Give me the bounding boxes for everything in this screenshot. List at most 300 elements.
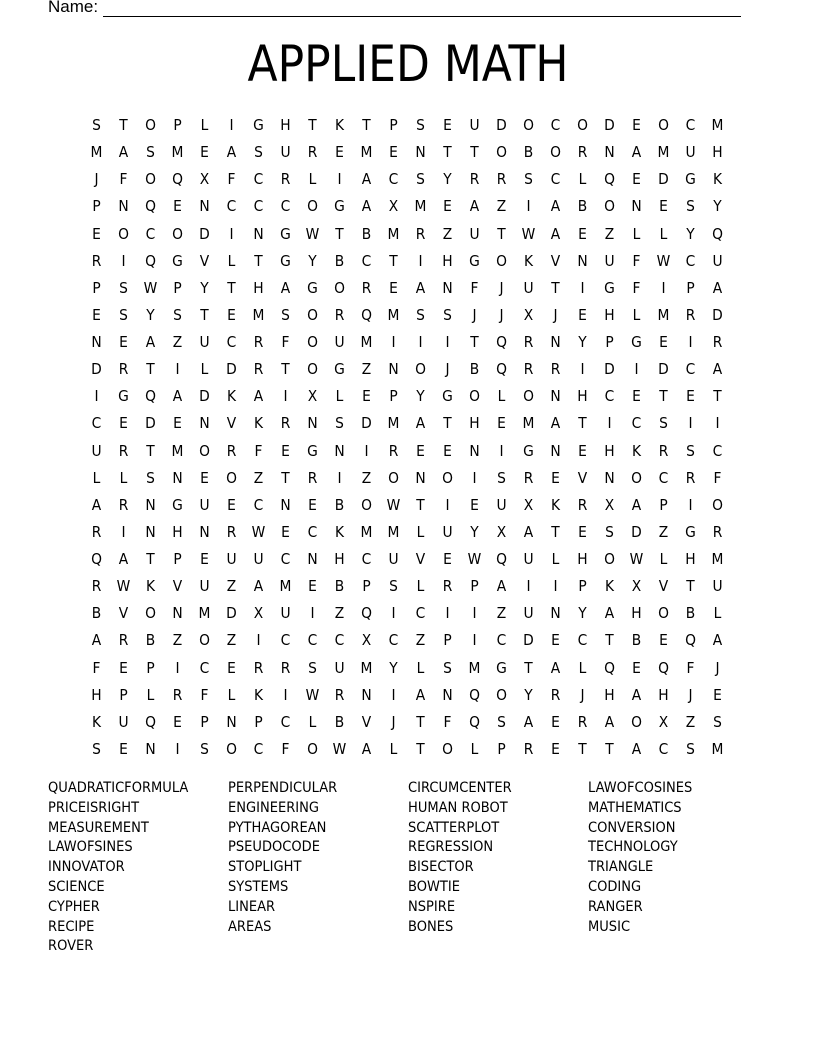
grid-cell[interactable]: D	[91, 360, 102, 379]
grid-cell[interactable]: T	[551, 278, 560, 297]
grid-cell[interactable]: L	[578, 658, 587, 677]
grid-cell[interactable]: U	[118, 712, 129, 731]
grid-cell[interactable]: E	[443, 116, 452, 134]
grid-cell[interactable]: L	[227, 251, 236, 270]
grid-cell[interactable]: E	[173, 712, 182, 731]
grid-cell[interactable]: C	[685, 360, 696, 379]
grid-cell[interactable]: L	[578, 170, 587, 189]
grid-cell[interactable]: N	[415, 143, 426, 162]
grid-cell[interactable]: N	[550, 441, 561, 460]
grid-cell[interactable]: Z	[685, 712, 696, 731]
grid-cell[interactable]: N	[199, 197, 210, 216]
grid-cell[interactable]: V	[361, 712, 372, 731]
grid-cell[interactable]: Q	[496, 360, 507, 379]
grid-cell[interactable]: S	[146, 468, 155, 487]
grid-cell[interactable]: O	[388, 468, 399, 487]
grid-cell[interactable]: E	[659, 333, 668, 351]
grid-cell[interactable]: N	[199, 414, 210, 433]
grid-cell[interactable]: Q	[145, 387, 156, 406]
grid-cell[interactable]: A	[604, 712, 615, 731]
grid-cell[interactable]: T	[200, 305, 209, 324]
grid-cell[interactable]: Y	[713, 197, 722, 216]
grid-cell[interactable]: P	[659, 495, 668, 514]
grid-cell[interactable]: U	[226, 550, 237, 568]
grid-cell[interactable]: M	[171, 441, 184, 460]
grid-cell[interactable]: M	[711, 739, 724, 758]
grid-cell[interactable]: O	[118, 224, 129, 243]
grid-cell[interactable]: E	[632, 658, 641, 677]
grid-cell[interactable]: G	[685, 522, 696, 541]
grid-cell[interactable]: S	[497, 468, 506, 487]
grid-cell[interactable]: P	[254, 712, 263, 731]
grid-cell[interactable]: A	[712, 278, 723, 297]
grid-cell[interactable]: W	[467, 550, 482, 568]
grid-cell[interactable]: N	[172, 604, 183, 623]
grid-cell[interactable]: Q	[361, 305, 372, 324]
grid-cell[interactable]: S	[416, 170, 425, 189]
grid-cell[interactable]: B	[91, 604, 102, 623]
grid-cell[interactable]: A	[253, 387, 264, 406]
grid-cell[interactable]: O	[172, 224, 183, 243]
grid-cell[interactable]: K	[145, 577, 156, 596]
grid-cell[interactable]: T	[578, 414, 587, 433]
grid-cell[interactable]: P	[578, 577, 587, 596]
grid-cell[interactable]: E	[389, 278, 398, 297]
grid-cell[interactable]: X	[658, 712, 669, 731]
grid-cell[interactable]: S	[389, 577, 398, 596]
grid-cell[interactable]: H	[604, 441, 615, 460]
grid-cell[interactable]: N	[199, 522, 210, 541]
grid-cell[interactable]: L	[659, 550, 668, 568]
grid-cell[interactable]: O	[307, 360, 318, 379]
grid-cell[interactable]: G	[253, 116, 264, 134]
grid-cell[interactable]: E	[632, 170, 641, 189]
grid-cell[interactable]: E	[659, 631, 668, 650]
grid-cell[interactable]: G	[604, 278, 615, 297]
grid-cell[interactable]: N	[118, 197, 129, 216]
grid-cell[interactable]: R	[361, 278, 372, 297]
grid-cell[interactable]: A	[631, 143, 642, 162]
grid-cell[interactable]: C	[388, 170, 399, 189]
grid-cell[interactable]: W	[332, 739, 347, 758]
grid-cell[interactable]: L	[389, 739, 398, 758]
grid-cell[interactable]: A	[631, 685, 642, 704]
grid-cell[interactable]: R	[118, 360, 129, 379]
grid-cell[interactable]: L	[200, 360, 209, 379]
grid-cell[interactable]: D	[199, 387, 210, 406]
grid-cell[interactable]: Z	[496, 604, 507, 623]
grid-cell[interactable]: G	[118, 387, 129, 406]
grid-cell[interactable]: O	[415, 360, 426, 379]
grid-cell[interactable]: T	[416, 712, 425, 731]
grid-cell[interactable]: H	[334, 550, 345, 568]
grid-cell[interactable]: U	[199, 577, 210, 596]
grid-cell[interactable]: C	[280, 712, 291, 731]
grid-cell[interactable]: I	[229, 116, 234, 134]
grid-cell[interactable]: A	[550, 414, 561, 433]
grid-cell[interactable]: M	[468, 658, 481, 677]
grid-cell[interactable]: U	[712, 577, 723, 596]
grid-cell[interactable]: R	[577, 495, 588, 514]
grid-cell[interactable]: V	[226, 414, 237, 433]
grid-cell[interactable]: S	[443, 305, 452, 324]
grid-cell[interactable]: T	[605, 631, 614, 650]
grid-cell[interactable]: T	[605, 739, 614, 758]
grid-cell[interactable]: L	[308, 712, 317, 731]
grid-cell[interactable]: F	[254, 441, 263, 460]
grid-cell[interactable]: L	[119, 468, 128, 487]
grid-cell[interactable]: H	[253, 278, 264, 297]
grid-cell[interactable]: R	[712, 333, 723, 351]
grid-cell[interactable]: A	[712, 631, 723, 650]
grid-cell[interactable]: D	[658, 360, 669, 379]
grid-cell[interactable]: K	[604, 577, 615, 596]
grid-cell[interactable]: S	[713, 712, 722, 731]
grid-cell[interactable]: T	[119, 116, 128, 134]
grid-cell[interactable]: L	[632, 224, 641, 243]
grid-cell[interactable]: O	[604, 197, 615, 216]
grid-cell[interactable]: L	[200, 116, 209, 134]
grid-cell[interactable]: E	[389, 143, 398, 162]
grid-cell[interactable]: Y	[470, 522, 479, 541]
grid-cell[interactable]: Y	[686, 224, 695, 243]
grid-cell[interactable]: M	[171, 143, 184, 162]
grid-cell[interactable]: T	[443, 143, 452, 162]
grid-cell[interactable]: A	[550, 197, 561, 216]
grid-cell[interactable]: P	[173, 550, 182, 568]
grid-cell[interactable]: Y	[524, 685, 533, 704]
grid-cell[interactable]: O	[334, 278, 345, 297]
grid-cell[interactable]: T	[497, 224, 506, 243]
grid-cell[interactable]: E	[659, 197, 668, 216]
grid-cell[interactable]: G	[496, 658, 507, 677]
grid-cell[interactable]: R	[550, 360, 561, 379]
grid-cell[interactable]: O	[145, 116, 156, 134]
grid-cell[interactable]: C	[496, 631, 507, 650]
grid-cell[interactable]: O	[631, 468, 642, 487]
grid-cell[interactable]: T	[281, 468, 290, 487]
grid-cell[interactable]: S	[173, 305, 182, 324]
grid-cell[interactable]: Z	[442, 224, 453, 243]
grid-cell[interactable]: K	[334, 522, 345, 541]
grid-cell[interactable]: V	[658, 577, 669, 596]
grid-cell[interactable]: G	[280, 251, 291, 270]
grid-cell[interactable]: R	[334, 685, 345, 704]
grid-cell[interactable]: S	[119, 278, 128, 297]
grid-cell[interactable]: K	[712, 170, 723, 189]
grid-cell[interactable]: R	[91, 577, 102, 596]
grid-cell[interactable]: Q	[496, 550, 507, 568]
grid-cell[interactable]: S	[605, 522, 614, 541]
grid-cell[interactable]: U	[91, 441, 102, 460]
grid-cell[interactable]: N	[469, 441, 480, 460]
grid-cell[interactable]: A	[145, 333, 156, 351]
grid-cell[interactable]: S	[659, 414, 668, 433]
grid-cell[interactable]: N	[145, 739, 156, 758]
grid-cell[interactable]: A	[712, 360, 723, 379]
grid-cell[interactable]: H	[658, 685, 669, 704]
grid-cell[interactable]: T	[659, 387, 668, 406]
grid-cell[interactable]: E	[578, 305, 587, 324]
grid-cell[interactable]: I	[688, 333, 693, 351]
grid-cell[interactable]: O	[307, 739, 318, 758]
grid-cell[interactable]: W	[305, 224, 320, 243]
grid-cell[interactable]: K	[631, 441, 642, 460]
grid-cell[interactable]: E	[713, 685, 722, 704]
grid-cell[interactable]: I	[175, 360, 180, 379]
grid-cell[interactable]: A	[604, 604, 615, 623]
grid-cell[interactable]: M	[279, 577, 292, 596]
grid-cell[interactable]: D	[496, 116, 507, 134]
grid-cell[interactable]: C	[226, 333, 237, 351]
grid-cell[interactable]: K	[253, 685, 264, 704]
grid-cell[interactable]: I	[472, 631, 477, 650]
grid-cell[interactable]: C	[685, 116, 696, 134]
grid-cell[interactable]: V	[577, 468, 588, 487]
grid-cell[interactable]: C	[253, 739, 264, 758]
grid-cell[interactable]: W	[116, 577, 131, 596]
grid-cell[interactable]: C	[280, 631, 291, 650]
grid-cell[interactable]: C	[145, 224, 156, 243]
grid-cell[interactable]: I	[337, 170, 342, 189]
grid-cell[interactable]: T	[416, 495, 425, 514]
grid-cell[interactable]: I	[121, 522, 126, 541]
grid-cell[interactable]: T	[308, 116, 317, 134]
grid-cell[interactable]: E	[632, 387, 641, 406]
grid-cell[interactable]: S	[686, 441, 695, 460]
grid-cell[interactable]: C	[712, 441, 723, 460]
grid-cell[interactable]: D	[523, 631, 534, 650]
grid-cell[interactable]: E	[632, 116, 641, 134]
grid-cell[interactable]: Q	[469, 685, 480, 704]
grid-cell[interactable]: R	[523, 739, 534, 758]
grid-cell[interactable]: Y	[200, 278, 209, 297]
grid-cell[interactable]: E	[200, 143, 209, 162]
grid-cell[interactable]: S	[281, 305, 290, 324]
grid-cell[interactable]: R	[685, 468, 696, 487]
grid-cell[interactable]: I	[688, 495, 693, 514]
grid-cell[interactable]: V	[550, 251, 561, 270]
grid-cell[interactable]: I	[661, 278, 666, 297]
grid-cell[interactable]: F	[281, 333, 290, 351]
grid-cell[interactable]: N	[91, 333, 102, 351]
grid-cell[interactable]: R	[91, 251, 102, 270]
grid-cell[interactable]: N	[226, 712, 237, 731]
grid-cell[interactable]: F	[632, 278, 641, 297]
grid-cell[interactable]: I	[580, 360, 585, 379]
grid-cell[interactable]: E	[119, 739, 128, 758]
grid-cell[interactable]: C	[685, 251, 696, 270]
grid-cell[interactable]: X	[523, 305, 534, 324]
grid-cell[interactable]: A	[361, 197, 372, 216]
grid-cell[interactable]: J	[499, 278, 504, 297]
grid-cell[interactable]: A	[631, 739, 642, 758]
grid-cell[interactable]: I	[688, 414, 693, 433]
grid-cell[interactable]: E	[281, 441, 290, 460]
grid-cell[interactable]: T	[335, 224, 344, 243]
grid-cell[interactable]: P	[605, 333, 614, 351]
grid-cell[interactable]: D	[361, 414, 372, 433]
grid-cell[interactable]: T	[146, 360, 155, 379]
grid-cell[interactable]: C	[253, 495, 264, 514]
grid-cell[interactable]: K	[91, 712, 102, 731]
grid-cell[interactable]: E	[416, 441, 425, 460]
grid-cell[interactable]: Q	[604, 658, 615, 677]
grid-cell[interactable]: Z	[172, 631, 183, 650]
grid-cell[interactable]: F	[227, 170, 236, 189]
grid-cell[interactable]: T	[227, 278, 236, 297]
grid-cell[interactable]: P	[92, 197, 101, 216]
grid-cell[interactable]: A	[118, 550, 129, 568]
grid-cell[interactable]: R	[280, 414, 291, 433]
grid-cell[interactable]: P	[92, 278, 101, 297]
grid-cell[interactable]: E	[173, 414, 182, 433]
grid-cell[interactable]: A	[469, 197, 480, 216]
grid-cell[interactable]: O	[496, 685, 507, 704]
grid-cell[interactable]: F	[470, 278, 479, 297]
grid-cell[interactable]: E	[227, 495, 236, 514]
grid-cell[interactable]: I	[634, 360, 639, 379]
grid-cell[interactable]: E	[200, 550, 209, 568]
grid-cell[interactable]: E	[92, 305, 101, 324]
grid-cell[interactable]: Q	[604, 170, 615, 189]
grid-cell[interactable]: B	[145, 631, 156, 650]
grid-cell[interactable]: G	[307, 278, 318, 297]
grid-cell[interactable]: M	[198, 604, 211, 623]
grid-cell[interactable]: F	[281, 739, 290, 758]
grid-cell[interactable]: X	[496, 522, 507, 541]
grid-cell[interactable]: S	[308, 658, 317, 677]
grid-cell[interactable]: R	[523, 333, 534, 351]
grid-cell[interactable]: N	[361, 685, 372, 704]
grid-cell[interactable]: T	[389, 251, 398, 270]
grid-cell[interactable]: E	[92, 224, 101, 243]
grid-cell[interactable]: D	[226, 604, 237, 623]
grid-cell[interactable]: E	[443, 197, 452, 216]
grid-cell[interactable]: X	[631, 577, 642, 596]
grid-cell[interactable]: D	[226, 360, 237, 379]
grid-cell[interactable]: G	[523, 441, 534, 460]
grid-cell[interactable]: R	[226, 441, 237, 460]
grid-cell[interactable]: L	[308, 170, 317, 189]
grid-cell[interactable]: R	[442, 577, 453, 596]
grid-cell[interactable]: Y	[416, 387, 425, 406]
grid-cell[interactable]: B	[469, 360, 480, 379]
grid-cell[interactable]: E	[578, 441, 587, 460]
grid-cell[interactable]: M	[657, 305, 670, 324]
grid-cell[interactable]: I	[121, 251, 126, 270]
grid-cell[interactable]: O	[307, 197, 318, 216]
grid-cell[interactable]: M	[90, 143, 103, 162]
grid-cell[interactable]: C	[631, 414, 642, 433]
grid-cell[interactable]: R	[253, 360, 264, 379]
grid-cell[interactable]: T	[146, 550, 155, 568]
grid-cell[interactable]: I	[715, 414, 720, 433]
grid-cell[interactable]: Z	[226, 577, 237, 596]
grid-cell[interactable]: X	[253, 604, 264, 623]
grid-cell[interactable]: U	[469, 224, 480, 243]
grid-cell[interactable]: A	[172, 387, 183, 406]
grid-cell[interactable]: R	[307, 468, 318, 487]
grid-cell[interactable]: Z	[253, 468, 264, 487]
grid-cell[interactable]: E	[227, 658, 236, 677]
grid-cell[interactable]: I	[256, 631, 261, 650]
grid-cell[interactable]: M	[360, 143, 373, 162]
grid-cell[interactable]: A	[118, 143, 129, 162]
grid-cell[interactable]: U	[469, 116, 480, 134]
grid-cell[interactable]: Z	[226, 631, 237, 650]
grid-cell[interactable]: R	[118, 495, 129, 514]
grid-cell[interactable]: M	[522, 414, 535, 433]
grid-cell[interactable]: E	[497, 414, 506, 433]
grid-cell[interactable]: H	[685, 550, 696, 568]
grid-cell[interactable]: O	[307, 333, 318, 351]
grid-cell[interactable]: B	[334, 712, 345, 731]
grid-cell[interactable]: U	[712, 251, 723, 270]
grid-cell[interactable]: O	[496, 251, 507, 270]
grid-cell[interactable]: E	[443, 441, 452, 460]
grid-cell[interactable]: M	[387, 414, 400, 433]
grid-cell[interactable]: C	[280, 550, 291, 568]
grid-cell[interactable]: Z	[334, 604, 345, 623]
grid-cell[interactable]: N	[631, 197, 642, 216]
grid-cell[interactable]: S	[497, 712, 506, 731]
grid-cell[interactable]: I	[607, 414, 612, 433]
grid-cell[interactable]: O	[469, 387, 480, 406]
grid-cell[interactable]: C	[388, 631, 399, 650]
grid-cell[interactable]: N	[307, 550, 318, 568]
grid-cell[interactable]: W	[521, 224, 536, 243]
grid-cell[interactable]: Y	[308, 251, 317, 270]
grid-cell[interactable]: H	[577, 387, 588, 406]
grid-cell[interactable]: H	[604, 305, 615, 324]
grid-cell[interactable]: R	[172, 685, 183, 704]
grid-cell[interactable]: I	[229, 224, 234, 243]
grid-cell[interactable]: V	[199, 251, 210, 270]
grid-cell[interactable]: N	[334, 441, 345, 460]
grid-cell[interactable]: O	[550, 143, 561, 162]
grid-cell[interactable]: Y	[578, 604, 587, 623]
grid-cell[interactable]: S	[200, 739, 209, 758]
grid-cell[interactable]: E	[308, 495, 317, 514]
grid-cell[interactable]: O	[523, 116, 534, 134]
grid-cell[interactable]: B	[334, 251, 345, 270]
grid-cell[interactable]: R	[307, 143, 318, 162]
grid-cell[interactable]: T	[470, 333, 479, 351]
grid-cell[interactable]: Q	[469, 712, 480, 731]
grid-cell[interactable]: M	[387, 522, 400, 541]
grid-cell[interactable]: G	[631, 333, 642, 351]
grid-cell[interactable]: U	[604, 251, 615, 270]
grid-cell[interactable]: J	[715, 658, 720, 677]
grid-cell[interactable]: F	[713, 468, 722, 487]
grid-cell[interactable]: L	[146, 685, 155, 704]
grid-cell[interactable]: M	[360, 522, 373, 541]
grid-cell[interactable]: T	[578, 739, 587, 758]
grid-cell[interactable]: H	[442, 251, 453, 270]
grid-cell[interactable]: F	[92, 658, 101, 677]
grid-cell[interactable]: S	[416, 305, 425, 324]
grid-cell[interactable]: O	[199, 631, 210, 650]
grid-cell[interactable]: N	[172, 468, 183, 487]
grid-cell[interactable]: T	[686, 577, 695, 596]
grid-cell[interactable]: I	[553, 577, 558, 596]
grid-cell[interactable]: P	[389, 116, 398, 134]
grid-cell[interactable]: A	[523, 522, 534, 541]
grid-cell[interactable]: I	[391, 604, 396, 623]
grid-cell[interactable]: T	[254, 251, 263, 270]
grid-cell[interactable]: C	[280, 197, 291, 216]
